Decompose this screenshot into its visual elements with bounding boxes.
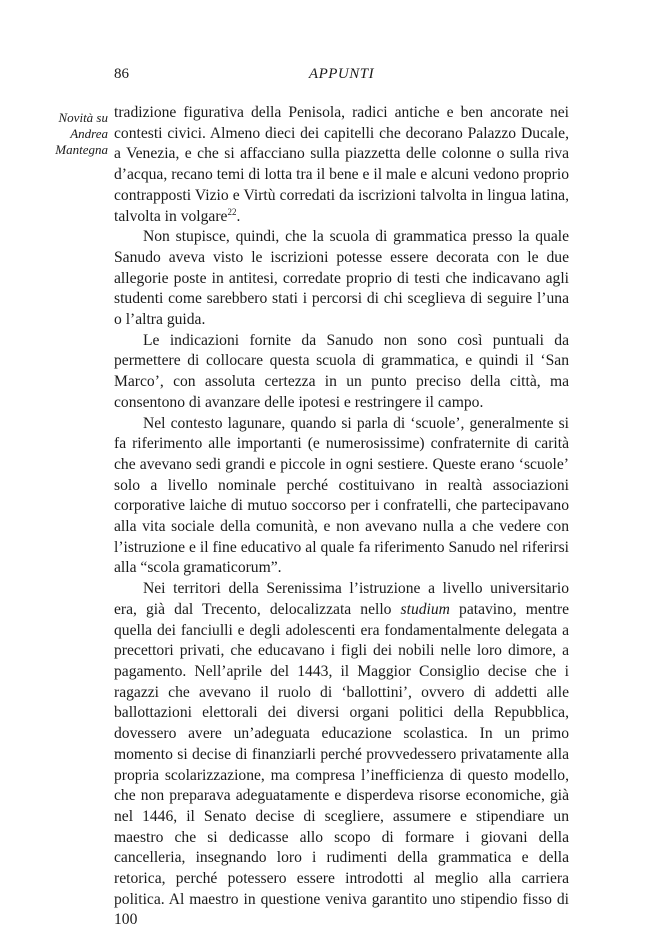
paragraph-5-rest: patavino, mentre quella dei fanciulli e degli adolescenti era fondamentalmente delegata a precettori privati, che educavano i figli dei nobili nelle loro dimore, a pagamento. Nell’aprile del 1443, il Maggior Consiglio decise che i ragazzi che avevano il ruolo di ‘ballottini’, ovvero di addetti alle ballottazioni elettorali dei diversi organi politici della Repubblica, dovessero avere un’adeguata educazione scolastica. In un primo momento si decise di finanziarli perché provvedessero privatamente alla propria scolarizzazione, ma compresa l’inefficienza di questo modello, che non preparava adeguatamente e disperdeva risorse economiche, già nel 1446, il Senato decise di scegliere, assumere e stipendiare un maestro che si dedicasse allo scopo di formare i giovani della cancelleria, insegnando loro i rudimenti della grammatica e della retorica, perché potessero essere introdotti al meglio alla carriera politica. Al maestro in questione veniva garantito uno stipendio fisso di 100: [114, 600, 569, 929]
italic-term: studium: [400, 600, 450, 618]
margin-note-line: Andrea: [70, 126, 108, 141]
paragraph-2: Non stupisce, quindi, che la scuola di grammatica presso la quale Sanudo aveva visto le iscrizioni potesse essere decorata con le due allegorie poste in antitesi, corredate proprio di testi che indicavano agli studenti come sarebbero stati i percorsi di chi sceglieva di seguire l’una o l’altra guida.: [114, 228, 569, 329]
page-number: 86: [114, 66, 129, 82]
paragraph-1-text: tradizione figurativa della Penisola, radici antiche e ben ancorate nei contesti civici. Almeno dieci dei capitelli che decorano Palazzo Ducale, a Venezia, e che si affacciano sulla piazzetta delle colonne o sulla riva d’acqua, recano temi di lotta tra il bene e il male e alcuni vedono proprio contrapposti Vizio e Virtù corredati da iscrizioni talvolta in lingua latina, talvolta in volgare: [114, 104, 569, 225]
margin-note-line: Novità su: [58, 110, 108, 125]
paragraph-5-start: Nei territori della Serenissima l’istruzione a livello universitario era, già dal Trecento, delocalizzata nello: [114, 580, 569, 618]
footnote-ref[interactable]: 22: [227, 206, 237, 217]
body-text: [114, 103, 569, 931]
paragraph-5: [114, 579, 569, 931]
paragraph-3: Le indicazioni fornite da Sanudo non sono così puntuali da permettere di collocare questa scuola di grammatica, e quindi il ‘San Marco’, con assoluta certezza in un punto preciso della città, ma consentono di avanzare delle ipotesi e restringere il campo.: [114, 331, 569, 411]
paragraph-1: [114, 103, 569, 227]
margin-note: [18, 110, 108, 158]
margin-note-line: Mantegna: [55, 142, 108, 157]
paragraph-4: Nel contesto lagunare, quando si parla di ‘scuole’, generalmente si fa riferimento alle importanti (e numerosissime) confraternite di carità che avevano sedi grandi e piccole in ogni sestiere. Queste erano ‘scuole’ solo a livello nominale perché costituivano in realtà associazioni corporative laiche di mutuo soccorso per i confratelli, che partecipavano alla vita sociale della comunità, e non avevano nulla a che vedere con l’istruzione e il fine educativo al quale fa riferimento Sanudo nel riferirsi alla “scola gramaticorum”.: [114, 414, 569, 577]
paragraph-1-end: .: [236, 207, 241, 225]
running-title: APPUNTI: [308, 66, 375, 82]
